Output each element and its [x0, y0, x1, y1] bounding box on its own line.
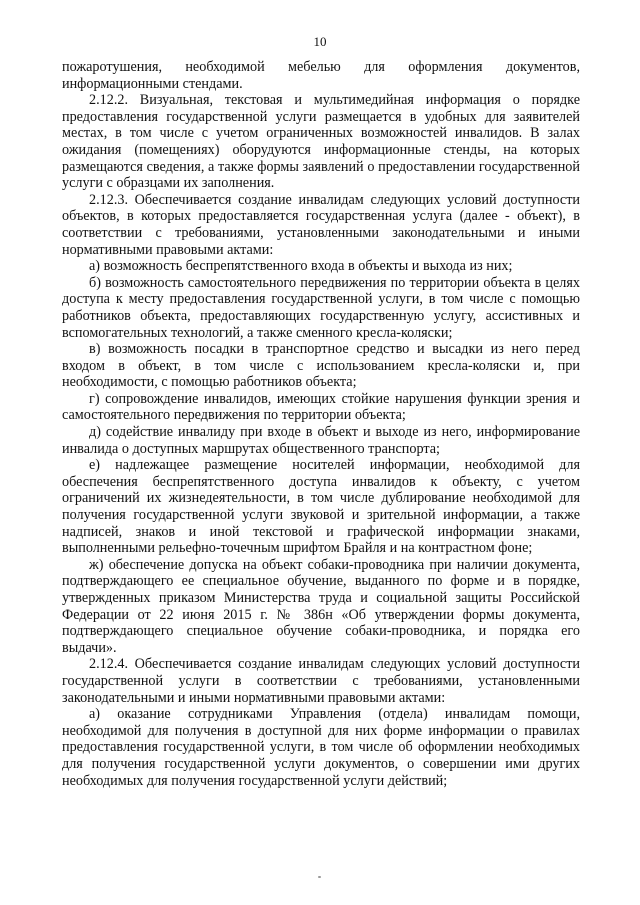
list-item-a-staff-help: а) оказание сотрудниками Управления (отдела) инвалидам помощи, необходимой для получения в доступной для них форме информации о правилах предоставления государственной услуги, в том числе об оформлении необходимых для получения государственной услуги документов, о совершении ими других необходимых для получения государственной услуги действий;	[62, 706, 580, 789]
paragraph-fire-equipment: пожаротушения, необходимой мебелью для оформления документов, информационными стендами.	[62, 59, 580, 92]
list-item-g-escort: г) сопровождение инвалидов, имеющих стойкие нарушения функции зрения и самостоятельного передвижения по территории объекта;	[62, 390, 580, 424]
document-body	[62, 59, 580, 789]
page-number: 10	[313, 34, 327, 49]
paragraph-2-12-2: 2.12.2. Визуальная, текстовая и мультимедийная информация о порядке предоставления государственной услуги размещается в удобных для заявителей местах, в том числе с учетом ограниченных возможностей инвалидов. В залах ожидания (помещениях) оборудуются информационные стенды, на которых размещаются сведения, а также формы заявлений о предоставлении государственной услуги с образцами их заполнения.	[62, 92, 580, 192]
list-item-zh-guide-dog: ж) обеспечение допуска на объект собаки-проводника при наличии документа, подтверждающего ее специальное обучение, выданного по форме и в порядке, утвержденных приказом Министерства труда и социальной защиты Российской Федерации от 22 июня 2015 г. № 386н «Об утверждении формы документа, подтверждающего специальное обучение собаки-проводника, и порядка его выдачи».	[62, 556, 580, 656]
paragraph-2-12-4: 2.12.4. Обеспечивается создание инвалидам следующих условий доступности государственной услуги в соответствии с требованиями, установленными законодательными и иными нормативными правовыми актами:	[62, 656, 580, 706]
list-item-b-movement: б) возможность самостоятельного передвижения по территории объекта в целях доступа к месту предоставления государственной услуги, в том числе с помощью работников объекта, предоставляющих государственную услугу, ассистивных и вспомогательных технологий, а также сменного кресла-коляски;	[62, 274, 580, 341]
paragraph-2-12-3: 2.12.3. Обеспечивается создание инвалидам следующих условий доступности объектов, в которых предоставляется государственная услуга (далее - объект), в соответствии с требованиями, установленными законодательными и иными нормативными правовыми актами:	[62, 191, 580, 258]
list-item-d-assistance: д) содействие инвалиду при входе в объект и выходе из него, информирование инвалида о доступных маршрутах общественного транспорта;	[62, 424, 580, 457]
list-item-e-information: е) надлежащее размещение носителей информации, необходимой для обеспечения беспрепятственного доступа инвалидов к объекту, с учетом ограничений их жизнедеятельности, в том числе дублирование необходимой для получения государственной услуги звуковой и зрительной информации, а также надписей, знаков и иной текстовой и графической информации знаками, выполненными рельефно-точечным шрифтом Брайля и на контрастном фоне;	[62, 457, 580, 557]
list-item-v-transport: в) возможность посадки в транспортное средство и высадки из него перед входом в объект, в том числе с использованием кресла-коляски и, при необходимости, с помощью работников объекта;	[62, 341, 580, 391]
scan-speck	[318, 876, 321, 878]
list-item-a-entry: а) возможность беспрепятственного входа в объекты и выхода из них;	[89, 258, 513, 275]
